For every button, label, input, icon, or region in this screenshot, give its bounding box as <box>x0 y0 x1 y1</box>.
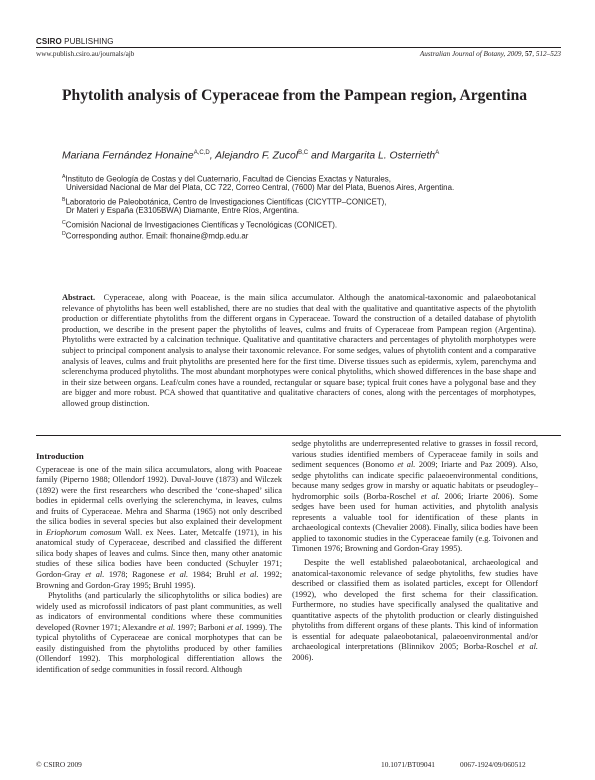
journal-url[interactable]: www.publish.csiro.au/journals/ajb <box>36 50 135 58</box>
corresponding-author: Corresponding author. Email: fhonaine@mdp.edu.ar <box>65 231 249 241</box>
affiliation-line <box>66 206 299 216</box>
abstract-label: Abstract. <box>62 293 96 302</box>
affiliation-marker: A <box>62 174 66 180</box>
doi[interactable]: 10.1071/BT09041 <box>381 760 435 769</box>
author-1-affil: A,C,D <box>193 150 210 156</box>
header-divider <box>36 47 561 48</box>
affiliation-line <box>62 229 248 242</box>
paragraph: Phytoliths (and particularly the silicophytoliths or silica bodies) are widely used as microfossil indicators of past plant communities, as well as indicators of environmental conditions where these communities developed (Rovner 1971; Alexandre et al. 1997; Barboni et al. 1999). The typical phytoliths of Cyperaceae are conical morphotypes that can be easily distinguished from the phytoliths produced by other families (Ollendorf 1992). This morphological differentiation allows the identification of sedge communities in fossil record. Although <box>36 591 282 674</box>
paragraph: sedge phytoliths are underrepresented relative to grasses in fossil record, various studies identified members of Cyperaceae family in soils and sediment sequences (Bonomo et al. 2009; Iriarte and Paz 2009). Also, sedge phytoliths can indicate specific palaeoenvironmental conditions, because many sedges grow in marshy or aquatic habitats or pseudogley–hydromorphic soils (Borba-Roschel et al. 2006; Iriarte 2006). Some sedges have been used for human activities, and phytolith analysis represents a valuable tool for identification of these plants in archaeological contexts (Chevalier 2008). Finally, silica bodies have been applied to taxonomic studies in the Cyperaceae family (e.g. Toivonen and Timonen 1976; Browning and Gordon-Gray 1995). <box>292 439 539 554</box>
affiliation-text: Universidad Nacional de Mar del Plata, CC 722, Correo Central, (7600) Mar del Plata, Buenos Aires, Argentina. <box>66 183 455 192</box>
author-1: Mariana Fernández Honaine <box>62 150 194 162</box>
paragraph: Despite the well established palaeobotanical, archaeological and anatomical-taxonomic relevance of sedge phytoliths, few studies have described or classified them as isolated particles, except for Ollendorf (1992), who developed the first schema for their classification. Furthermore, no studies have specifically analysed the qualitative and quantitative aspects of the phytolith production or clearly distinguished phytoliths from different organs of these plants. This kind of information is essential for adequate palaeobotanical, palaeoenvironmental and/or archaeological interpretations (Blinnikov 2005; Borba-Roschel et al. 2006). <box>292 558 538 662</box>
author-2: Alejandro F. Zucol <box>215 150 299 162</box>
citation-journal: Australian Journal of Botany, 2009, <box>419 50 526 58</box>
affiliation-marker: D <box>62 231 66 237</box>
citation-pages: , 512–523 <box>532 50 561 58</box>
affiliation-text: Laboratorio de Paleobotánica, Centro de Investigaciones Científicas (CICYTTP–CONICET), <box>65 197 387 207</box>
publisher-bold: CSIRO <box>36 37 62 46</box>
citation-volume: 57 <box>525 50 533 58</box>
left-column <box>36 451 282 675</box>
copyright: © CSIRO 2009 <box>36 760 82 769</box>
affiliation-marker: C <box>62 220 66 226</box>
author-3: Margarita L. Osterrieth <box>331 150 436 162</box>
publisher-rest: PUBLISHING <box>61 37 114 46</box>
author-list <box>62 150 439 161</box>
abstract-divider <box>36 435 561 436</box>
right-column <box>292 439 538 663</box>
section-heading-introduction: Introduction <box>36 451 84 461</box>
affiliation-text: Dr Materi y España (E3105BWA) Diamante, Entre Ríos, Argentina. <box>66 206 300 215</box>
species-name: Eriophorum comosum <box>45 527 122 537</box>
abstract <box>62 293 536 410</box>
article-title: Phytolith analysis of Cyperaceae from the Pampean region, Argentina <box>62 87 528 104</box>
author-2-affil: B,C <box>298 150 309 156</box>
abstract-text: Cyperaceae, along with Poaceae, is the main silica accumulator. Although the anatomical-taxonomic and palaeobotanical relevance of phytoliths has been well established, there are no studies that deal with the qualitative and quantitative aspects of the phytolith production or differentiate phytoliths from the different organs in Cyperaceae. Toward the construction of a detailed database of phytolith production, we describe in the present paper the phytoliths of leaves, culms and fruits of Cyperaceae from Pampean region (Argentina). Phytoliths were extracted by a calcination technique. Qualitative and quantitative characters and percentages of phytolith morphotypes were subject to principal component analysis to analyse their taxonomic relevance. For some sedges, values of phytolith content and a comparative analysis of leaves, culms and fruit phytoliths are presented here for the first time. Diverse tissues such as epidermis, xylem, parenchyma and sclerenchyma produced phytoliths. The most abundant morphotypes were conical phytoliths, which showed differences in the base shape and in their size between organs. Leaf/culm cones have a rounded, rectangular or square base; typical fruit cones have a polygonal base and they are bigger and more robust. PCA showed that quantitative and qualitative characters of cones, along with the percentages of morphotypes, allowed group distinction. <box>62 293 537 408</box>
journal-citation <box>420 50 561 58</box>
affiliation-text: Comisión Nacional de Investigaciones Científicas y Tecnológicas (CONICET). <box>65 220 338 230</box>
issn: 0067-1924/09/060512 <box>460 760 526 769</box>
affiliation-marker: B <box>62 197 66 203</box>
publisher-label <box>36 37 114 46</box>
paragraph: Cyperaceae is one of the main silica accumulators, along with Poaceae family (Piperno 1988; Ollendorf 1992). Duval-Jouve (1873) and Wilczek (1892) were the first researchers who described the ‘cone-shaped’ silica bodies in epidermal cells overlying the sclerenchyma, in leaves, culms and fruits of Cyperaceae. Mehra and Sharma (1965) not only described the silica bodies in several species but also explained their development in Eriophorum comosum Wall. ex Nees. Later, Metcalfe (1971), in his anatomical study of Cyperaceae, described and classified the different silica body shapes of leaves and culms. Since then, many other anatomic studies of these silica bodies have been conducted (Schuyler 1971; Gordon-Gray et al. 1978; Ragonese et al. 1984; Bruhl et al. 1992; Browning and Gordon-Gray 1995; Bruhl 1995). <box>36 464 283 590</box>
author-separator: and <box>308 150 332 162</box>
author-3-affil: A <box>435 150 440 156</box>
affiliation-text: Instituto de Geología de Costas y del Cuaternario, Facultad de Ciencias Exactas y Naturales, <box>65 174 391 184</box>
author-separator: , <box>209 150 216 162</box>
affiliation-line <box>66 183 454 193</box>
